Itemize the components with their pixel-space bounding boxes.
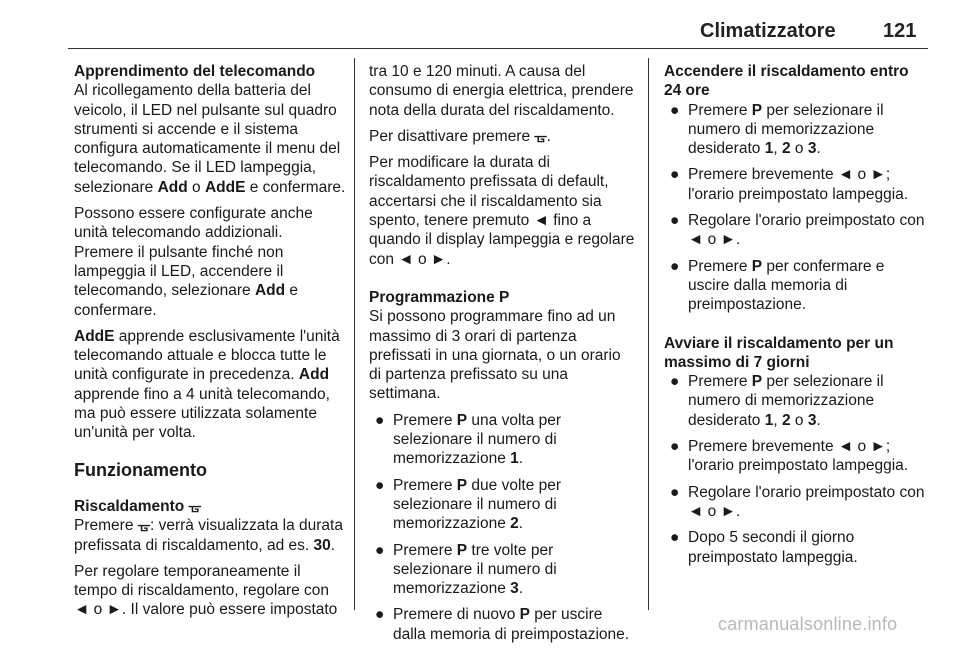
header-rule [68,48,928,49]
column-divider-1 [354,58,355,610]
list-item: ● Premere P per selezionare il numero di memorizzazione desiderato 1, 2 o 3. [670,373,884,429]
paragraph-duration: tra 10 e 120 minuti. A causa del consumo di energia elettrica, prendere nota della durata del riscaldamento. [369,63,634,119]
page-header [0,0,960,52]
bullet-icon: ● [670,373,680,391]
column-divider-2 [648,58,649,610]
list-item: ● Regolare l'orario preimpostato con ◄ o ►. [670,212,925,249]
paragraph-off: Per disattivare premere ᚗ. [369,127,551,145]
bullet-icon: ● [375,476,385,494]
list-item: ● Premere P per confermare e uscire dalla memoria di preimpostazione. [670,257,885,314]
bullet-icon: ● [670,438,680,456]
list-item: ● Premere P due volte per selezionare il numero di memorizzazione 2. [375,476,562,533]
list-item: ● Premere brevemente ◄ o ►; l'orario preimpostato lampeggia. [670,166,909,203]
paragraph-default: Per modificare la durata di riscaldamento prefissata di default, accertarsi che il riscaldamento sia spento, tenere premuto ◄ fino a quando il display lampeggia e regolare con ◄ o ►. [369,154,635,268]
paragraph-program: Si possono programmare fino ad un massimo di 3 orari di partenza prefissati in una giornata, o un orario di partenza prefissato su una settimana. [369,308,621,403]
heater-icon: ᚗ [137,517,150,535]
paragraph-learn-2: Possono essere configurate anche unità telecomando addizionali. Premere il pulsante finché non lampeggia il LED, accendere il telecomando, selezionare Add e confermare. [74,205,313,319]
bullet-icon: ● [670,212,680,230]
paragraph-heat-1: Premere ᚗ: verrà visualizzata la durata prefissata di riscaldamento, ad es. 30. [74,517,343,554]
bullet-icon: ● [375,541,385,559]
column-1 [74,62,346,627]
bullet-icon: ● [670,257,680,275]
page-title: Climatizzatore [700,20,836,42]
heading-riscaldamento: Riscaldamento ᚗ [74,497,201,515]
heading-7days: Avviare il riscaldamento per un massimo di 7 giorni [664,334,894,371]
bullet-icon: ● [670,529,680,547]
column-2 [369,62,635,651]
heater-icon: ᚗ [534,127,547,145]
column-3 [664,62,930,574]
list-item: ● Premere P una volta per selezionare il numero di memorizzazione 1. [375,411,562,468]
heading-24h: Accendere il riscaldamento entro 24 ore [664,63,909,100]
list-item: ● Premere di nuovo P per uscire dalla memoria di preimpostazione. [375,606,630,643]
bullet-icon: ● [375,411,385,429]
list-item: ● Premere P per selezionare il numero di memorizzazione desiderato 1, 2 o 3. [670,101,884,158]
heading-programmazione: Programmazione P [369,288,510,306]
bullet-icon: ● [670,166,680,184]
list-7days [664,372,930,567]
bullet-icon: ● [670,101,680,119]
paragraph-learn-1: Al ricollegamento della batteria del veicolo, il LED nel pulsante sul quadro strumenti si accende e il sistema configura automaticamente il menu del telecomando. Se il LED lampeggia, selezionare Add o AddE e confermare. [74,82,346,196]
bullet-icon: ● [375,606,385,624]
heading-funzionamento: Funzionamento [74,459,207,480]
list-item: ● Dopo 5 secondi il giorno preimpostato lampeggia. [670,529,858,566]
program-list [369,411,635,644]
list-item: ● Premere P tre volte per selezionare il numero di memorizzazione 3. [375,541,557,598]
heater-icon: ᚗ [188,497,201,515]
list-24h [664,101,930,315]
list-item: ● Premere brevemente ◄ o ►; l'orario preimpostato lampeggia. [670,438,909,475]
list-item: ● Regolare l'orario preimpostato con ◄ o ►. [670,483,925,520]
heading-learn: Apprendimento del telecomando [74,63,316,80]
paragraph-learn-3: AddE apprende esclusivamente l'unità telecomando attuale e blocca tutte le unità configurate in precedenza. Add apprende fino a 4 unità telecomando, ma può essere utilizzata solamente un'unità per volta. [74,327,340,442]
page-number: 121 [883,20,917,42]
paragraph-heat-2: Per regolare temporaneamente il tempo di riscaldamento, regolare con ◄ o ►. Il valore può essere impostato [74,562,338,619]
watermark: carmanualsonline.info [718,614,898,634]
bullet-icon: ● [670,483,680,501]
